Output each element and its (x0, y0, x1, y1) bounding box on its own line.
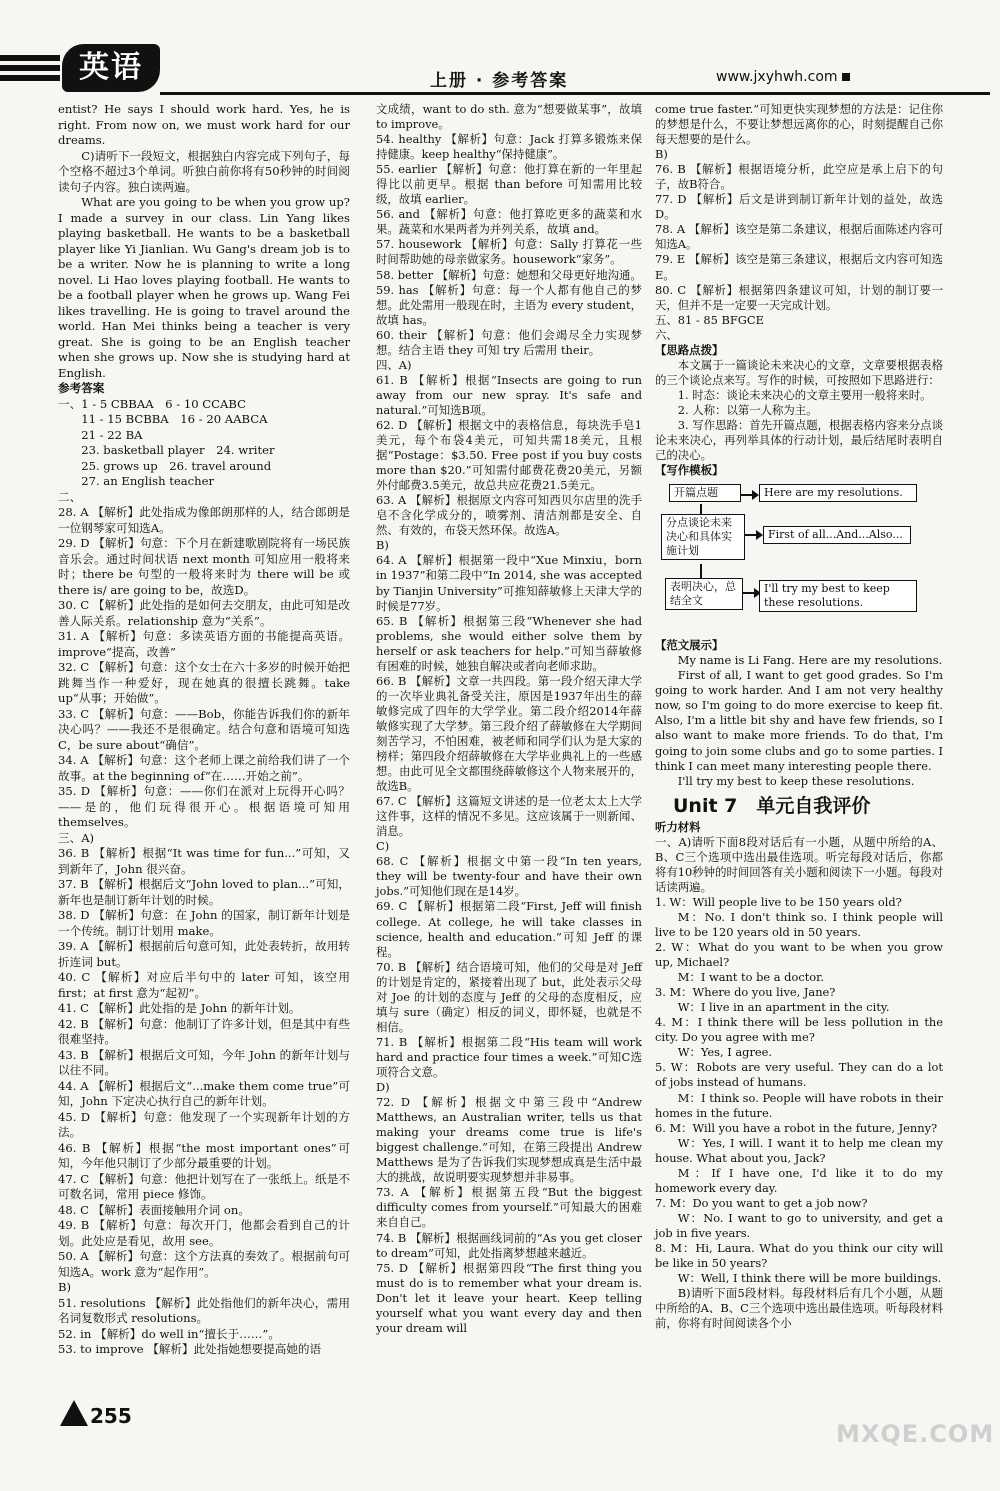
dialogue-line: W：No. I want to go to university, and get a job in five years. (655, 1210, 943, 1240)
answer-item: 49. B 【解析】句意：每次开门，他都会看到自己的计划。此处应是看见，故用 see。 (58, 1218, 350, 1248)
header-bars (0, 55, 60, 85)
section-label: 二、 (58, 489, 82, 504)
answer-item: 58. better 【解析】句意：她想和父母更好地沟通。 (376, 267, 642, 282)
section-label: 四、A) (376, 357, 412, 372)
tip-text: 2. 人称：以第一人称为主。 (677, 402, 818, 417)
answer-item: 64. A 【解析】根据第一段中“Xue Minxiu，born in 1937”和第二段中“In 2014, she was accepted by Tianjin University”可推知薛敏修上天津大学的时候是77岁。 (376, 553, 642, 613)
listening-heading: 听力材料 (655, 819, 701, 834)
dialogue-line: W：Yes, I will. I want it to help me clean my house. What about you, Jack? (655, 1135, 943, 1165)
paragraph: entist? He says I should work hard. Yes, he is right. From now on, we must work hard for our dreams. (58, 102, 350, 147)
answer-item: 60. their 【解析】句意：他们会竭尽全力实现梦想。结合主语 they 可知 try 后需用 their。 (376, 327, 642, 357)
answer-item: 44. A 【解析】根据后文“...make them come true”可知，John 下定决心执行自己的新年计划。 (58, 1078, 350, 1108)
answer-item: 78. A 【解析】该空是第二条建议，根据后面陈述内容可知选A。 (655, 222, 943, 252)
example-text: First of all, I want to get good grades. So I'm going to work harder. And I am not very healthy now, so I'm going to do more exercise to keep fit. Also, I'm a little bit shy and have few friends, so I also want to make more friends. To do that, I'm going to join some clubs and go to some parties. I think I can meet many interesting people there. (655, 668, 943, 773)
answer-item: 41. C 【解析】此处指的是 John 的新年计划。 (58, 1001, 301, 1015)
answer-item: 54. healthy 【解析】句意：Jack 打算多锻炼来保持健康。keep healthy“保持健康”。 (376, 132, 642, 162)
arrow (741, 494, 753, 496)
dialogue-line: W：Yes, I agree. (677, 1045, 773, 1060)
example-text: My name is Li Fang. Here are my resolutions. (677, 653, 943, 668)
dialogue-line: 7. M：Do you want to get a job now? (655, 1195, 868, 1210)
listening-instruction: 一、A)请听下面8段对话后有一小题，从题中所给的A、B、C三个选项中选出最佳选项。听完每段对话后，你都将有10秒钟的时间回答有关小题和阅读下一小题。每段对话读两遍。 (655, 834, 943, 894)
answer-item: 67. C 【解析】这篇短文讲述的是一位老太太上大学这件事，这样的情况不多见。这应该属于一则新闻、消息。 (376, 794, 642, 839)
dialogue-line: M：I want to be a doctor. (677, 970, 824, 985)
dialogue-line: W：Well, I think there will be more buildings. (677, 1271, 942, 1286)
arrow (745, 534, 757, 536)
url-text[interactable]: www.jxyhwh.com (716, 69, 838, 85)
answer-item: 50. A 【解析】句意：这个方法真的奏效了。根据前句可知选A。work 意为“起作用”。 (58, 1249, 350, 1279)
column-left (58, 102, 350, 1358)
answer-item: 75. D 【解析】根据第四段“The first thing you must do is to remember what your dream is. Don't let it leave your heart. Keep telling yourself what you want every day and then your dream will (376, 1260, 642, 1335)
tip-text: 本文属于一篇谈论未来决心的文章，文章要根据表格的三个谈论点来写。写作的时候，可按照如下思路进行： (655, 357, 943, 387)
answer-item: 76. B 【解析】根据语境分析，此空应是承上启下的句子，故B符合。 (655, 162, 943, 192)
dialogue-line: W：I live in an apartment in the city. (677, 1000, 890, 1015)
dialogue-line: 8. M：Hi, Laura. What do you think our city will be like in 50 years? (655, 1241, 943, 1271)
answer-item: 80. C 【解析】根据第四条建议可知，计划的制订要一天，但并不是一定要一天完成计划。 (655, 282, 943, 312)
header-title: 上册 · 参考答案 (430, 71, 569, 91)
connector (700, 504, 702, 514)
answer-item: 69. C 【解析】根据第二段“First, Jeff will finish college. At college, he will take classes in science, health and education.”可知 Jeff 的课程。 (376, 899, 642, 959)
section-label: B) (655, 147, 668, 162)
answer-line: 五、81 - 85 BFGCE (655, 312, 764, 327)
answer-item: 65. B 【解析】根据第三段“Whenever she had problems, she would either solve them by herself or ask teachers for help.”可知当薛敏修有困难的时候，她独自解决或者向老师求助。 (376, 613, 642, 673)
answer-item: 33. C 【解析】句意：——Bob，你能告诉我们你的新年决心吗？——我还不是很确定。结合句意和语境可知选C，be sure about“确信”。 (58, 706, 350, 752)
answer-item: 59. has 【解析】句意：每一个人都有他自己的梦想。此处需用一般现在时，主语为 every student，故填 has。 (376, 282, 642, 327)
answers-heading: 参考答案 (58, 381, 105, 395)
answer-line: 27. an English teacher (81, 474, 215, 488)
dialogue-line: 3. M：Where do you live, Jane? (655, 985, 836, 1000)
box-opening-label: 开篇点题 (669, 484, 741, 502)
section-label: D) (376, 1080, 390, 1095)
answer-item: 34. A 【解析】句意：这个老师上课之前给我们讲了一个故事。at the beginning of“在……开始之前”。 (58, 753, 350, 783)
answer-item: 42. B 【解析】句意：他制订了许多计划，但是其中有些很难坚持。 (58, 1016, 350, 1046)
answer-item: 66. B 【解析】文章一共四段。第一段介绍天津大学的一次毕业典礼备受关注，原因是1937年出生的薛敏修完成了四年的大学学业。第二段介绍2014年薛敏修实现了大学梦。第三段介绍了薛敏修在大学期间刻苦学习，不怕困难，被老师和同学们认为是大家的榜样；第四段介绍薛敏修在大学毕业典礼上的一些感想。由此可见全文都围绕薛敏修这个人物来展开的，故选B。 (376, 673, 642, 794)
answer-item: 47. C 【解析】句意：他把计划写在了一张纸上。纸是不可数名词，常用 piece 修饰。 (58, 1171, 350, 1201)
answer-item: 62. D 【解析】根据文中的表格信息，每块洗手皂1美元，每个布袋4美元，可知共需18美元，且根据“Postage：$3.50. Free post if you buy costs more than $20.”可知需付邮费花费20美元，另额外付邮费3.5美元，故总共应花费21.5美元。 (376, 417, 642, 493)
dialogue-line: M：If I have one, I'd like it to do my homework every day. (655, 1165, 943, 1195)
listening-instruction: B)请听下面5段材料。每段材料后有几个小题，从题中所给的A、B、C三个选项中选出最佳选项。听每段材料前，你将有时间阅读各个小 (655, 1286, 943, 1331)
page-number: 255 (90, 1404, 132, 1428)
url-square-icon (842, 73, 850, 81)
box-opening-text: Here are my resolutions. (759, 484, 917, 502)
passage: What are you going to be when you grow up? I made a survey in our class. Lin Yang likes playing basketball. He wants to be a basketball player like Yi Jianlian. Wu Gang's dream job is to be a writer. Now he is planning to write a long novel. Li Hao loves playing football. He wants to be a football player when he grows up. Wang Fei likes travelling. He is going to travel around the world. Han Mei thinks being a teacher is very great. She is going to be an English teacher when she grows up. Now she is studying hard at English. (58, 195, 350, 380)
answer-item: 35. D 【解析】句意：——你们在派对上玩得开心吗？——是的，他们玩得很开心。根据语境可知用 themselves。 (58, 784, 350, 829)
box-body-label: 分点谈论未来决心和具体实施计划 (661, 514, 745, 560)
answer-item: 46. B 【解析】根据“the most important ones”可知，今年他只制订了少部分最重要的计划。 (58, 1140, 350, 1170)
answer-item: 37. B 【解析】根据后文“John loved to plan...”可知，新年也是制订新年计划的时候。 (58, 877, 350, 907)
dialogue-line: 1. W：Will people live to be 150 years old? (655, 894, 902, 909)
answer-item: 79. E 【解析】该空是第三条建议，根据后文内容可知选E。 (655, 252, 943, 282)
column-middle (376, 102, 642, 1336)
answer-item: 28. A 【解析】此处指成为像郎朗那样的人，结合郎朗是一位钢琴家可知选A。 (58, 505, 350, 535)
box-body-text: First of all...And...Also... (763, 526, 911, 544)
answer-item: 30. C 【解析】此处指的是如何去交朋友，由此可知是改善人际关系。relationship 意为“关系”。 (58, 598, 350, 628)
paragraph: come true faster.”可知更快实现梦想的方法是：记住你的梦想是什么，不要让梦想远离你的心，时刻提醒自己你每天想要的是什么。 (655, 102, 943, 147)
section-label: 三、A) (58, 830, 95, 845)
writing-template-diagram (655, 482, 943, 632)
answer-item: 63. A 【解析】根据原文内容可知西贝尔店里的洗手皂不含化学成分的，喷雾剂、清洁剂都是安全、自然、有效的，布袋天然环保。故选A。 (376, 493, 642, 538)
column-right (655, 102, 943, 1331)
answer-item: 73. A 【解析】根据第五段“But the biggest difficulty comes from yourself.”可知最大的困难来自自己。 (376, 1185, 642, 1230)
dialogue-line: M：I think so. People will have robots in their homes in the future. (655, 1090, 943, 1120)
dialogue-line: 4. M：I think there will be less pollution in the city. Do you agree with me? (655, 1015, 943, 1045)
answer-item: 61. B 【解析】根据“Insects are going to run away from our new spray. It's safe and natural.”可知选B项。 (376, 372, 642, 417)
dialogue-line: 6. M：Will you have a robot in the future, Jenny? (655, 1120, 938, 1135)
tip-text: 1. 时态：谈论未来决心的文章主要用一般将来时。 (677, 387, 932, 402)
answer-item: 74. B 【解析】根据画线词前的“As you get closer to dream”可知，此处指离梦想越来越近。 (376, 1230, 642, 1260)
answer-item: 71. B 【解析】根据第二段“His team will work hard and practice four times a week.”可知C选项符合文意。 (376, 1034, 642, 1079)
answer-item: 48. C 【解析】表面接触用介词 on。 (58, 1202, 250, 1217)
answer-item: 39. A 【解析】根据前后句意可知，此处表转折，故用转折连词 but。 (58, 939, 350, 969)
section-label: 六、 (655, 327, 678, 342)
dialogue-line: 5. W：Robots are very useful. They can do a lot of jobs instead of humans. (655, 1060, 943, 1090)
unit-title: Unit 7 单元自我评价 (673, 794, 871, 817)
instruction: C)请听下一段短文，根据独白内容完成下列句子，每个空格不超过3个单词。听独白前你将有50秒钟的时间阅读句子内容。独白读两遍。 (58, 148, 350, 194)
dialogue-line: M：No. I don't think so. I think people will live to be 120 years old in 50 years. (655, 909, 943, 940)
answer-line: 23. basketball player 24. writer (81, 443, 275, 457)
dialogue-line: 2. W：What do you want to be when you grow up, Michael? (655, 940, 943, 970)
page-header (0, 0, 1000, 100)
answer-item: 45. D 【解析】句意：他发现了一个实现新年计划的方法。 (58, 1109, 350, 1139)
answer-item: 51. resolutions 【解析】此处指他们的新年决心，需用名词复数形式 resolutions。 (58, 1295, 350, 1325)
section-label: B) (376, 538, 389, 553)
answer-item: 32. C 【解析】句意：这个女士在六十多岁的时候开始把跳舞当作一种爱好，现在她真的很擅长跳舞。take up“从事；开始做”。 (58, 660, 350, 705)
answer-item: 31. A 【解析】句意：多读英语方面的书能提高英语。improve“提高，改善” (58, 629, 350, 659)
answer-line: 一、1 - 5 CBBAA 6 - 10 CCABC (58, 396, 246, 411)
connector (700, 564, 702, 578)
answer-item: 70. B 【解析】结合语境可知，他们的父母是对 Jeff 的计划是肯定的，紧接着出现了 but，此处表示父母对 Joe 的计划的态度与 Jeff 的父母的态度相反，应填与 sure（确定）相反的词义，即怀疑，也就是不相信。 (376, 959, 642, 1034)
header-rule (160, 92, 990, 95)
answer-item: 29. D 【解析】句意：下个月在新建歌剧院将有一场民族音乐会。通过时间状语 next month 可知应用一般将来时；there be 句型的一般将来时为 there will be 或 there is/ are going to be，故选D。 (58, 536, 350, 597)
answer-item: 77. D 【解析】后文是讲到制订新年计划的益处，故选D。 (655, 192, 943, 222)
answer-item: 43. B 【解析】根据后文可知，今年 John 的新年计划与以往不同。 (58, 1047, 350, 1077)
answer-item: 57. housework 【解析】句意：Sally 打算花一些时间帮助她的母亲做家务。housework“家务”。 (376, 237, 642, 267)
answer-line: 25. grows up 26. travel around (81, 458, 272, 473)
answer-item: 36. B 【解析】根据“It was time for fun...”可知，又到新年了，John 很兴奋。 (58, 846, 350, 876)
example-text: I'll try my best to keep these resolutions. (677, 773, 915, 788)
paragraph: 文成绩，want to do sth. 意为“想要做某事”，故填 to improve。 (376, 102, 642, 132)
answer-line: 21 - 22 BA (81, 427, 143, 442)
subject-logo: 英语 (62, 44, 160, 92)
box-closing-label: 表明决心，总结全文 (665, 578, 743, 610)
answer-item: 53. to improve 【解析】此处指她想要提高她的语 (58, 1342, 322, 1356)
answer-item: 55. earlier 【解析】句意：他打算在新的一年里起得比以前更早。根据 than before 可知需用比较级，故填 earlier。 (376, 162, 642, 207)
template-heading: 【写作模板】 (655, 463, 724, 478)
example-heading: 【范文展示】 (655, 638, 724, 653)
answer-item: 56. and 【解析】句意：他打算吃更多的蔬菜和水果。蔬菜和水果两者为并列关系，故填 and。 (376, 207, 642, 237)
header-url[interactable] (716, 69, 850, 85)
answer-item: 52. in 【解析】do well in“擅长于……”。 (58, 1326, 280, 1341)
tips-heading: 【思路点拨】 (655, 342, 724, 357)
answer-item: 68. C 【解析】根据文中第一段“In ten years, they will be twenty-four and have their own jobs.”可知他们现在是14岁。 (376, 854, 642, 899)
box-closing-text: I'll try my best to keep these resolutions. (759, 580, 917, 612)
arrow (743, 592, 755, 594)
sailboat-icon (60, 1400, 88, 1426)
answer-item: 38. D 【解析】句意：在 John 的国家，制订新年计划是一个传统。制订计划用 make。 (58, 908, 350, 938)
answer-item: 72. D 【解析】根据文中第三段中“Andrew Matthews, an Australian writer, tells us that making your dreams come true is life's biggest challenge.”可知，在第三段提出 Andrew Matthews 是为了告诉我们实现梦想成真是生活中最大的挑战，故说明要实现梦想并非易事。 (376, 1095, 642, 1185)
section-label: B) (58, 1280, 72, 1294)
tip-text: 3. 写作思路：首先开篇点题，根据表格内容来分点谈论未来决心，再列举具体的行动计划，最后结尾时表明自己的决心。 (655, 417, 943, 463)
watermark: MXQE.COM (836, 1420, 995, 1448)
answer-line: 11 - 15 BCBBA 16 - 20 AABCA (81, 412, 268, 426)
answer-item: 40. C 【解析】对应后半句中的 later 可知，该空用 first；at first 意为“起初”。 (58, 970, 350, 1000)
section-label: C) (376, 839, 390, 854)
